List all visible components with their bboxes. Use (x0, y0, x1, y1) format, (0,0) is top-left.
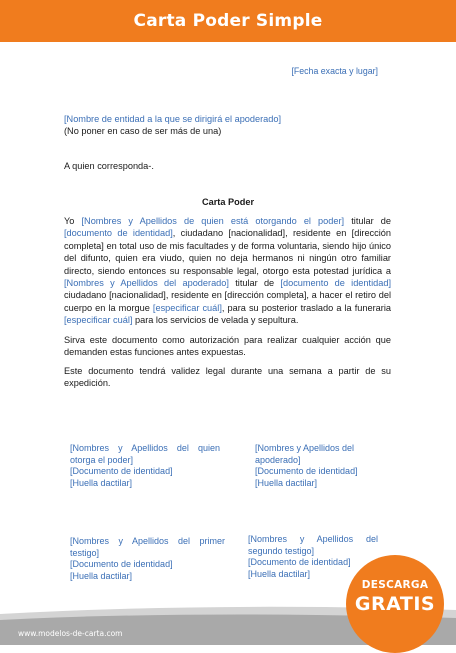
firma-documento: [Documento de identidad] (248, 557, 351, 568)
p1-placeholder-otorgante: [Nombres y Apellidos de quien está otorgando el poder] (81, 216, 345, 226)
page-title: Carta Poder Simple (133, 11, 323, 31)
firma-nombre: [Nombres y Apellidos del segundo testigo] (248, 534, 378, 556)
firma-huella: [Huella dactilar] (70, 477, 133, 488)
firma-huella: [Huella dactilar] (248, 568, 311, 579)
firma-huella: [Huella dactilar] (70, 570, 133, 581)
firma-otorgante (70, 443, 220, 489)
p1-text-2: titular de (344, 216, 392, 226)
p1-placeholder-documento-2: [documento de identidad] (280, 278, 392, 289)
firma-nombre: [Nombres y Apellidos del primer testigo] (70, 536, 225, 558)
p1-placeholder-morgue: [especificar cuál] (152, 302, 222, 313)
p1-placeholder-apoderado: [Nombres y Apellidos del apoderado] (64, 278, 229, 289)
fecha-placeholder: [Fecha exacta y lugar] (291, 66, 378, 76)
p1-text-1: Yo (64, 216, 82, 226)
firma-documento: [Documento de identidad] (70, 559, 173, 570)
p1-placeholder-funeraria: [especificar cuál] (64, 315, 133, 326)
badge-line-1: DESCARGA (361, 579, 429, 591)
document-subtitle: Carta Poder (201, 197, 255, 207)
p1-text-3: , ciudadano [nacionalidad], residente en [dirección completa] en total uso de mis facultades y de forma voluntaria, siendo hijo único del difunto, quien era viudo, quien no deja hermanos ni ningún otro familiar directo, siendo entonces su responsable legal, otorgo esta potestad jurídica a (64, 228, 391, 276)
entidad-placeholder: [Nombre de entidad a la que se dirigirá el apoderado] (64, 114, 282, 124)
p1-text-6: , para su posterior traslado a la funeraria (221, 302, 391, 313)
badge-line-2: GRATIS (354, 593, 436, 615)
paragraph-autorizacion: Sirva este documento como autorización para realizar cualquier acción que demanden estas funciones antes expuestas. (64, 335, 391, 358)
entidad-block (64, 113, 281, 138)
footer-url: www.modelos-de-carta.com (18, 629, 123, 638)
paragraph-validez: Este documento tendrá validez legal durante una semana a partir de su expedición. (64, 366, 391, 389)
firma-documento: [Documento de identidad] (70, 466, 173, 477)
p1-text-7: para los servicios de velada y sepultura. (132, 315, 299, 326)
entidad-nota: (No poner en caso de ser más de una) (64, 126, 222, 137)
firma-huella: [Huella dactilar] (255, 477, 318, 488)
firma-nombre: [Nombres y Apellidos del quien otorga el poder] (70, 443, 220, 465)
descarga-gratis-badge[interactable] (346, 555, 444, 653)
firma-nombre: [Nombres y Apellidos del apoderado] (255, 443, 355, 465)
firma-documento: [Documento de identidad] (255, 466, 358, 477)
p1-text-4: titular de (228, 278, 281, 289)
header-bar (0, 0, 456, 42)
saludo: A quien corresponda-. (64, 161, 154, 171)
p1-text-5: ciudadano [nacionalidad], residente en [dirección completa], a hacer el retiro del cuerpo en la morgue (64, 290, 391, 313)
firma-primer-testigo (70, 536, 225, 582)
paragraph-main (64, 215, 391, 327)
firma-apoderado (255, 443, 367, 489)
p1-placeholder-documento: [documento de identidad] (64, 228, 173, 239)
